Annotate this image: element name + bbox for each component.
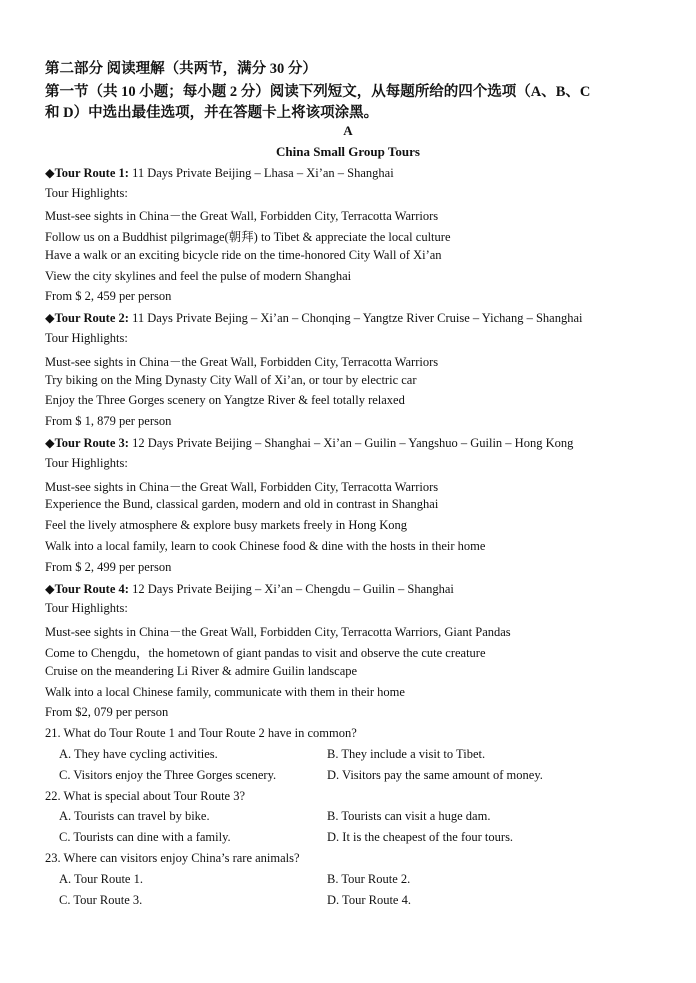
passage-letter: A bbox=[343, 123, 353, 138]
highlight-item: View the city skylines and feel the pulse of modern Shanghai bbox=[45, 269, 352, 283]
route-name: ◆Tour Route 3: bbox=[45, 436, 129, 450]
option-b: B. Tour Route 2. bbox=[327, 872, 411, 886]
highlight-item: Walk into a local family, learn to cook Chinese food & dine with the hosts in their home bbox=[45, 539, 486, 553]
passage-title: China Small Group Tours bbox=[276, 144, 420, 159]
option-d: D. Tour Route 4. bbox=[327, 893, 411, 907]
highlights-label: Tour Highlights: bbox=[45, 456, 128, 470]
route-heading bbox=[45, 310, 582, 326]
option-c: C. Tour Route 3. bbox=[59, 893, 143, 907]
route-name: ◆Tour Route 2: bbox=[45, 311, 129, 325]
highlight-item: Enjoy the Three Gorges scenery on Yangtze River & feel totally relaxed bbox=[45, 393, 405, 407]
highlights-label: Tour Highlights: bbox=[45, 331, 128, 345]
question-stem: 22. What is special about Tour Route 3? bbox=[45, 789, 246, 803]
highlight-item: Come to Chengdu，the hometown of giant pandas to visit and observe the cute creature bbox=[45, 646, 486, 660]
route-price: From $2, 079 per person bbox=[45, 705, 169, 719]
route-price: From $ 2, 499 per person bbox=[45, 560, 172, 574]
highlights-label: Tour Highlights: bbox=[45, 601, 128, 615]
highlight-item: Follow us on a Buddhist pilgrimage(朝拜) to Tibet & appreciate the local culture bbox=[45, 230, 451, 244]
highlights-label: Tour Highlights: bbox=[45, 186, 128, 200]
option-a: A. They have cycling activities. bbox=[59, 747, 218, 761]
option-a: A. Tour Route 1. bbox=[59, 872, 143, 886]
highlight-item: Must-see sights in China－the Great Wall, Forbidden City, Terracotta Warriors bbox=[45, 209, 439, 223]
option-b: B. They include a visit to Tibet. bbox=[327, 747, 486, 761]
route-price: From $ 2, 459 per person bbox=[45, 289, 172, 303]
route-itinerary: 12 Days Private Beijing – Xi’an – Chengdu – Guilin – Shanghai bbox=[128, 582, 454, 596]
section-title: 第二部分 阅读理解（共两节，满分 30 分） bbox=[45, 61, 317, 77]
highlight-item: Must-see sights in China－the Great Wall, Forbidden City, Terracotta Warriors bbox=[45, 480, 439, 494]
route-price: From $ 1, 879 per person bbox=[45, 414, 172, 428]
section-instruction-line1: 第一节（共 10 小题；每小题 2 分）阅读下列短文，从每题所给的四个选项（A、B、C bbox=[45, 84, 591, 100]
option-a: A. Tourists can travel by bike. bbox=[59, 809, 210, 823]
highlight-item: Walk into a local Chinese family, communicate with them in their home bbox=[45, 685, 405, 699]
question-stem: 23. Where can visitors enjoy China’s rare animals? bbox=[45, 851, 300, 865]
route-heading bbox=[45, 435, 573, 451]
route-heading bbox=[45, 165, 394, 181]
highlight-item: Have a walk or an exciting bicycle ride on the time-honored City Wall of Xi’an bbox=[45, 248, 442, 262]
highlight-item: Cruise on the meandering Li River & admire Guilin landscape bbox=[45, 664, 358, 678]
highlight-item: Feel the lively atmosphere & explore busy markets freely in Hong Kong bbox=[45, 518, 408, 532]
highlight-item: Experience the Bund, classical garden, modern and old in contrast in Shanghai bbox=[45, 497, 439, 511]
option-b: B. Tourists can visit a huge dam. bbox=[327, 809, 491, 823]
highlight-item: Try biking on the Ming Dynasty City Wall of Xi’an, or tour by electric car bbox=[45, 373, 417, 387]
option-d: D. Visitors pay the same amount of money. bbox=[327, 768, 543, 782]
option-d: D. It is the cheapest of the four tours. bbox=[327, 830, 514, 844]
route-itinerary: 11 Days Private Bejing – Xi’an – Chonqing – Yangtze River Cruise – Yichang – Shanghai bbox=[128, 311, 583, 325]
route-itinerary: 12 Days Private Beijing – Shanghai – Xi’an – Guilin – Yangshuo – Guilin – Hong Kong bbox=[128, 436, 574, 450]
highlight-item: Must-see sights in China－the Great Wall, Forbidden City, Terracotta Warriors, Giant Pandas bbox=[45, 625, 511, 639]
route-name: ◆Tour Route 1: bbox=[45, 166, 129, 180]
route-heading bbox=[45, 581, 454, 597]
route-name: ◆Tour Route 4: bbox=[45, 582, 129, 596]
highlight-item: Must-see sights in China－the Great Wall, Forbidden City, Terracotta Warriors bbox=[45, 355, 439, 369]
section-instruction-line2: 和 D）中选出最佳选项，并在答题卡上将该项涂黑。 bbox=[45, 105, 379, 121]
option-c: C. Visitors enjoy the Three Gorges scenery. bbox=[59, 768, 277, 782]
question-stem: 21. What do Tour Route 1 and Tour Route 2 have in common? bbox=[45, 726, 357, 740]
option-c: C. Tourists can dine with a family. bbox=[59, 830, 231, 844]
route-itinerary: 11 Days Private Beijing – Lhasa – Xi’an – Shanghai bbox=[128, 166, 394, 180]
